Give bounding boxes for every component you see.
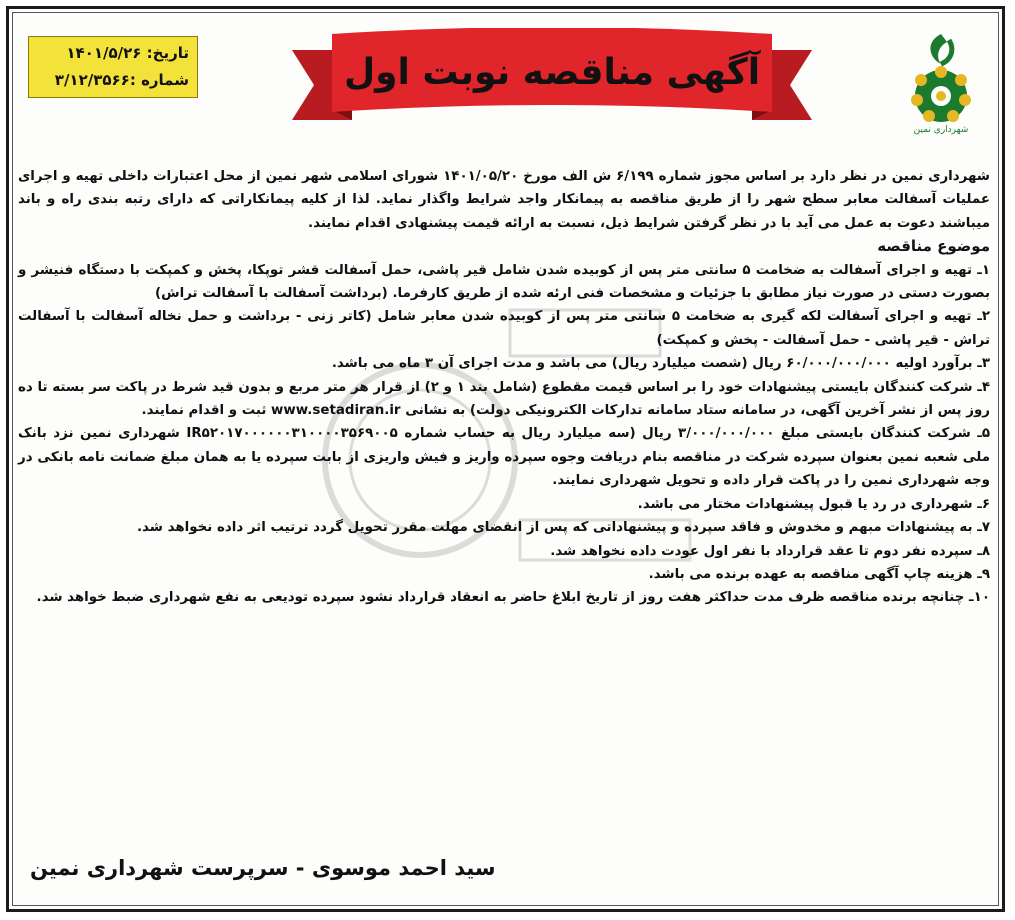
date-line: تاریخ: ۱۴۰۱/۵/۲۶ bbox=[66, 44, 189, 62]
signature: سید احمد موسوی - سرپرست شهرداری نمین bbox=[30, 856, 496, 880]
item-2: ۲ـ تهیه و اجرای آسفالت لکه گیری به ضخامت ۵ سانتی متر پس از کوبیده شدن معابر شامل (کاتر زنی - برداشت و حمل نخاله آسفالت با آسفالت تراش - قیر پاشی - حمل آسفالت - پخش و کمپکت) bbox=[18, 309, 990, 348]
date-number-box bbox=[28, 36, 198, 98]
intro-paragraph: شهرداری نمین در نظر دارد بر اساس مجوز شماره ۶/۱۹۹ ش الف مورخ ۱۴۰۱/۰۵/۲۰ شورای اسلامی شهر نمین از محل اعتبارات داخلی تهیه و اجرای عملیات آسفالت معابر سطح شهر را از طریق مناقصه به پیمانکار واجد شرایط واگذار نماید. لذا از کلیه پیمانکاراتی که دارای رتبه بندی راه و باند میباشند دعوت به عمل می آید با در نظر گرفتن شرایط ذیل، نسبت به ارائه قیمت پیشنهادی اقدام نمایند. bbox=[18, 169, 990, 231]
title-banner bbox=[292, 28, 812, 128]
item-9: ۹ـ هزینه چاپ آگهی مناقصه به عهده برنده می باشد. bbox=[648, 566, 990, 582]
logo-emblem-icon bbox=[895, 28, 987, 128]
section-heading: موضوع مناقصه bbox=[877, 237, 990, 256]
notice-body bbox=[18, 165, 990, 610]
municipality-logo bbox=[895, 28, 987, 138]
banner-title: آگهی مناقصه نوبت اول bbox=[343, 52, 761, 93]
logo-caption: شهرداری نمین bbox=[913, 125, 969, 135]
item-4 bbox=[18, 376, 990, 423]
item-7: ۷ـ به پیشنهادات مبهم و مخدوش و فاقد سپرده و پیشنهاداتی که پس از انقضای مهلت مقرر تحویل گردد ترتیب اثر داده نخواهد شد. bbox=[136, 520, 990, 536]
item-10: ۱۰ـ چنانچه برنده مناقصه ظرف مدت حداکثر هفت روز از تاریخ ابلاغ حاضر به انعقاد قرارداد نشود سپرده تودیعی به نفع شهرداری ضبط خواهد شد. bbox=[36, 590, 990, 606]
item-4-text: ۴ـ شرکت کنندگان بایستی پیشنهادات خود را بر اساس قیمت مقطوع (شامل بند ۱ و ۲) از قرار هر متر مربع و بدون قید شرط در پاکت سر بسته تا ده روز پس از نشر آخرین آگهی، در سامانه ستاد سامانه تدارکات الکترونیکی دولت) به نشانی bbox=[18, 379, 990, 419]
setadiran-link[interactable]: www.setadiran.ir bbox=[271, 403, 401, 419]
item-4-tail: ثبت و اقدام نمایند. bbox=[141, 403, 267, 419]
item-1: ۱ـ تهیه و اجرای آسفالت به ضخامت ۵ سانتی متر پس از کوبیده شدن شامل قیر پاشی، حمل آسفالت قشر توپکا، پخش و کمپکت با دستگاه فنیشر و بصورت دستی در صورت نیاز مطابق با جزئیات و مشخصات فنی ارئه شده از طریق کارفرما. (برداشت آسفالت با آسفالت تراش) bbox=[18, 262, 991, 302]
item-5: ۵ـ شرکت کنندگان بایستی مبلغ ۳/۰۰۰/۰۰۰/۰۰۰ ریال (سه میلیارد ریال به حساب شماره IR۵۲۰۱۷۰۰۰۰۰۰۳۱۰۰۰۰۳۵۶۹۰۰۵ شهرداری نمین نزد بانک ملی شعبه نمین بعنوان سپرده شرکت در مناقصه بنام دریافت وجوه سپرده واریز و فیش واریزی از بابت سپرده یا به همان مبلغ ضمانت نامه بانکی در وجه شهرداری نمین را در پاکت قرار داده و تحویل شهرداری نمایند. bbox=[18, 426, 991, 489]
item-3: ۳ـ برآورد اولیه ۶۰/۰۰۰/۰۰۰/۰۰۰ ریال (شصت میلیارد ریال) می باشد و مدت اجرای آن ۳ ماه می باشد. bbox=[331, 356, 990, 372]
item-8: ۸ـ سپرده نفر دوم تا عقد قرارداد با نفر اول عودت داده نخواهد شد. bbox=[550, 543, 990, 559]
number-line: شماره :۳/۱۲/۳۵۶۶ bbox=[54, 71, 189, 89]
item-6: ۶ـ شهرداری در رد یا قبول پیشنهادات مختار می باشد. bbox=[637, 496, 990, 512]
